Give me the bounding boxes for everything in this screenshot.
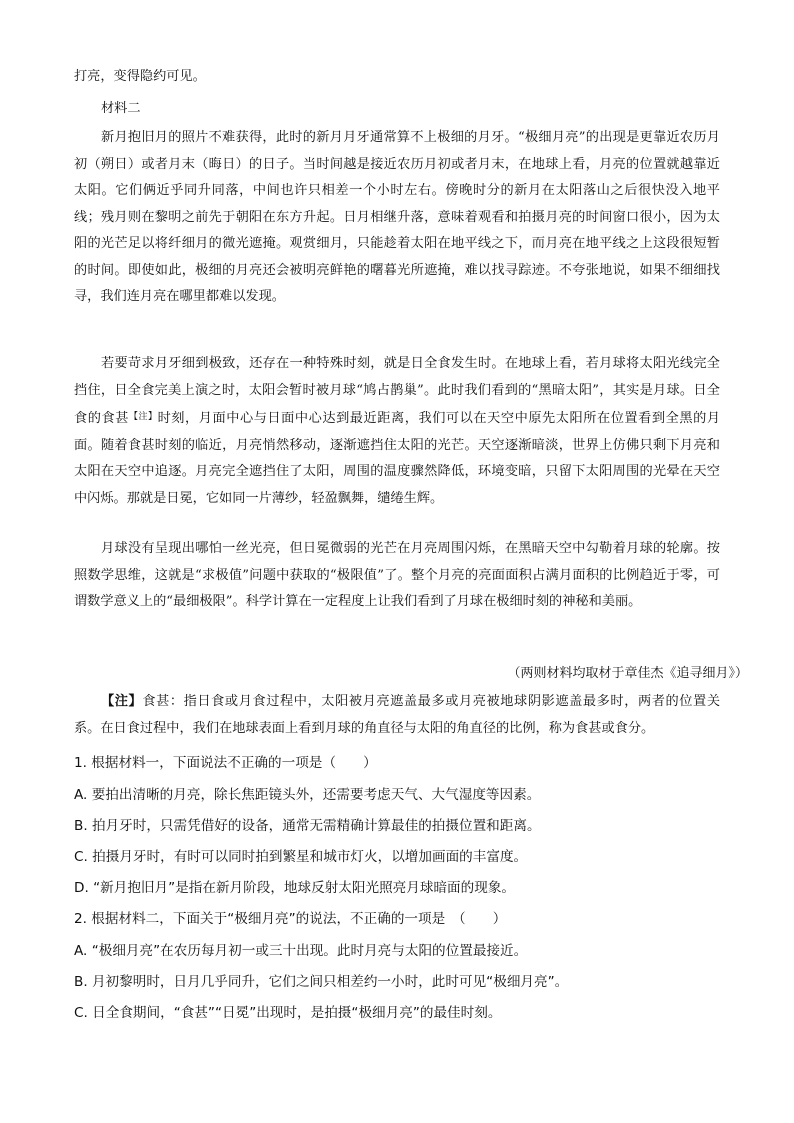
question-2-option-b: B. 月初黎明时，日月几乎同升，它们之间只相差约一小时，此时可见“极细月亮”。 — [74, 974, 569, 990]
question-2-stem: 2. 根据材料二，下面关于“极细月亮”的说法，不正确的一项是 （ ） — [74, 911, 507, 927]
question-1-option-b: B. 拍月牙时，只需凭借好的设备，通常无需精确计算最佳的拍摄位置和距离。 — [74, 818, 541, 834]
note-mark: 【注】 — [128, 412, 158, 422]
material1-tail: 打亮，变得隐约可见。 — [74, 69, 206, 84]
question-1-option-a: A. 要拍出清晰的月亮，除长焦距镜头外，还需要考虑天气、大气湿度等因素。 — [74, 787, 541, 803]
footnote-label: 【注】 — [101, 694, 143, 709]
question-1-option-d: D. “新月抱旧月”是指在新月阶段，地球反射太阳光照亮月球暗面的现象。 — [74, 880, 516, 896]
question-1-stem: 1. 根据材料一，下面说法不正确的一项是（ ） — [74, 755, 377, 771]
material2-label: 材料二 — [101, 101, 141, 116]
question-2-option-a: A. “极细月亮”在农历每月初一或三十出现。此时月亮与太阳的位置最接近。 — [74, 943, 528, 959]
footnote-text: 食甚：指日食或月食过程中，太阳被月亮遮盖最多或月亮被地球阴影遮盖最多时，两者的位置关系。在日食过程中，我们在地球表面上看到月球的角直径与太阳的角直径的比例，称为食甚或食分。 — [74, 694, 721, 736]
question-1-option-c: C. 拍摄月牙时，有时可以同时拍到繁星和城市灯火，以增加画面的丰富度。 — [74, 849, 528, 865]
footnote — [74, 689, 720, 742]
question-2-option-c: C. 日全食期间，“食甚”“日冕”出现时，是拍摄“极细月亮”的最佳时刻。 — [74, 1005, 502, 1021]
paragraph-corona: 月球没有呈现出哪怕一丝光亮，但日冕微弱的光芒在月亮周围闪烁，在黑暗天空中勾勒着月球的轮廓。按照数学思维，这就是“求极值”问题中获取的“极限值”了。整个月亮的亮面面积占满月面积的比例趋近于零，可谓数学意义上的“最细极限”。科学计算在一定程度上让我们看到了月球在极细时刻的神秘和美丽。 — [74, 541, 720, 609]
source-citation: （两则材料均取材于章佳杰《追寻细月》） — [507, 666, 748, 681]
eclipse-text-part1: 若要苛求月牙细到极致，还存在一种特殊时刻，就是日全食发生时。在地球上看，若月球将太阳光线完全挡住，日全食完美上演之时，太阳会暂时被月球“鸠占鹊巢”。此时我们看到的“黑暗太阳”，其实是月球。日全食的食甚 — [74, 356, 720, 426]
paragraph-solar-eclipse — [74, 351, 720, 512]
paragraph-extreme-thin-moon: 新月抱旧月的照片不难获得，此时的新月月牙通常算不上极细的月牙。“极细月亮”的出现是更靠近农历月初（朔日）或者月末（晦日）的日子。当时间越是接近农历月初或者月末，在地球上看，月亮的位置就越靠近太阳。它们俩近乎同升同落，中间也许只相差一个小时左右。傍晚时分的新月在太阳落山之后很快没入地平线；残月则在黎明之前先于朝阳在东方升起。日月相继升落，意味着观看和拍摄月亮的时间窗口很小，因为太阳的光芒足以将纤细月的微光遮掩。观赏细月，只能趁着太阳在地平线之下，而月亮在地平线之上这段很短暂的时间。即使如此，极细的月亮还会被明亮鲜艳的曙暮光所遮掩，难以找寻踪迹。不夸张地说，如果不细细找寻，我们连月亮在哪里都难以发现。 — [74, 130, 720, 304]
eclipse-text-part2: 时刻，月面中心与日面中心达到最近距离，我们可以在天空中原先太阳所在位置看到全黑的月面。随着食甚时刻的临近，月亮悄然移动，逐渐遮挡住太阳的光芒。天空逐渐暗淡，世界上仿佛只剩下月亮和太阳在天空中追逐。月亮完全遮挡住了太阳，周围的温度骤然降低，环境变暗，只留下太阳周围的光晕在天空中闪烁。那就是日冕，它如同一片薄纱，轻盈飘舞，缱绻生辉。 — [74, 411, 721, 506]
